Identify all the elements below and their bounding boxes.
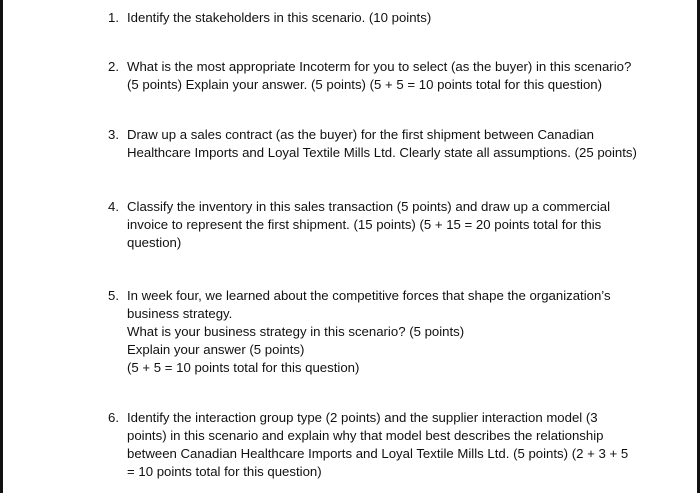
question-line: business strategy.	[127, 306, 233, 321]
question-number: 2.	[108, 59, 119, 74]
question-number: 3.	[108, 127, 119, 142]
question-line: = 10 points total for this question)	[127, 464, 322, 479]
question-line: Healthcare Imports and Loyal Textile Mills Ltd. Clearly state all assumptions. (25 points)	[127, 145, 637, 160]
question-line: What is your business strategy in this scenario? (5 points)	[127, 324, 465, 339]
question-line: Classify the inventory in this sales transaction (5 points) and draw up a commercial	[127, 199, 611, 214]
question-line: Identify the interaction group type (2 points) and the supplier interaction model (3	[127, 410, 598, 425]
question-text	[127, 409, 668, 481]
question-line: Identify the stakeholders in this scenario. (10 points)	[127, 10, 432, 25]
question-line: invoice to represent the first shipment. (15 points) (5 + 15 = 20 points total for this	[127, 217, 602, 232]
question-number: 4.	[108, 199, 119, 214]
question-line: Draw up a sales contract (as the buyer) for the first shipment between Canadian	[127, 127, 594, 142]
question-line: (5 points) Explain your answer. (5 points) (5 + 5 = 10 points total for this question)	[127, 77, 603, 92]
question-line: between Canadian Healthcare Imports and Loyal Textile Mills Ltd. (5 points) (2 + 3 + 5	[127, 446, 629, 461]
question-1	[108, 9, 668, 27]
question-line: (5 + 5 = 10 points total for this question)	[127, 360, 360, 375]
question-text	[127, 58, 668, 94]
question-text	[127, 198, 668, 252]
question-number: 5.	[108, 288, 119, 303]
question-number: 1.	[108, 10, 119, 25]
question-5	[108, 287, 668, 377]
question-2	[108, 58, 668, 94]
question-3	[108, 126, 668, 162]
question-line: points) in this scenario and explain why that model best describes the relationship	[127, 428, 604, 443]
question-line: Explain your answer (5 points)	[127, 342, 305, 357]
question-text	[127, 126, 668, 162]
question-number: 6.	[108, 410, 119, 425]
question-line: In week four, we learned about the competitive forces that shape the organization’s	[127, 288, 611, 303]
question-text	[127, 287, 668, 377]
question-text	[127, 9, 668, 27]
question-line: What is the most appropriate Incoterm for you to select (as the buyer) in this scenario?	[127, 59, 632, 74]
question-6	[108, 409, 668, 481]
question-line: question)	[127, 235, 182, 250]
question-4	[108, 198, 668, 252]
